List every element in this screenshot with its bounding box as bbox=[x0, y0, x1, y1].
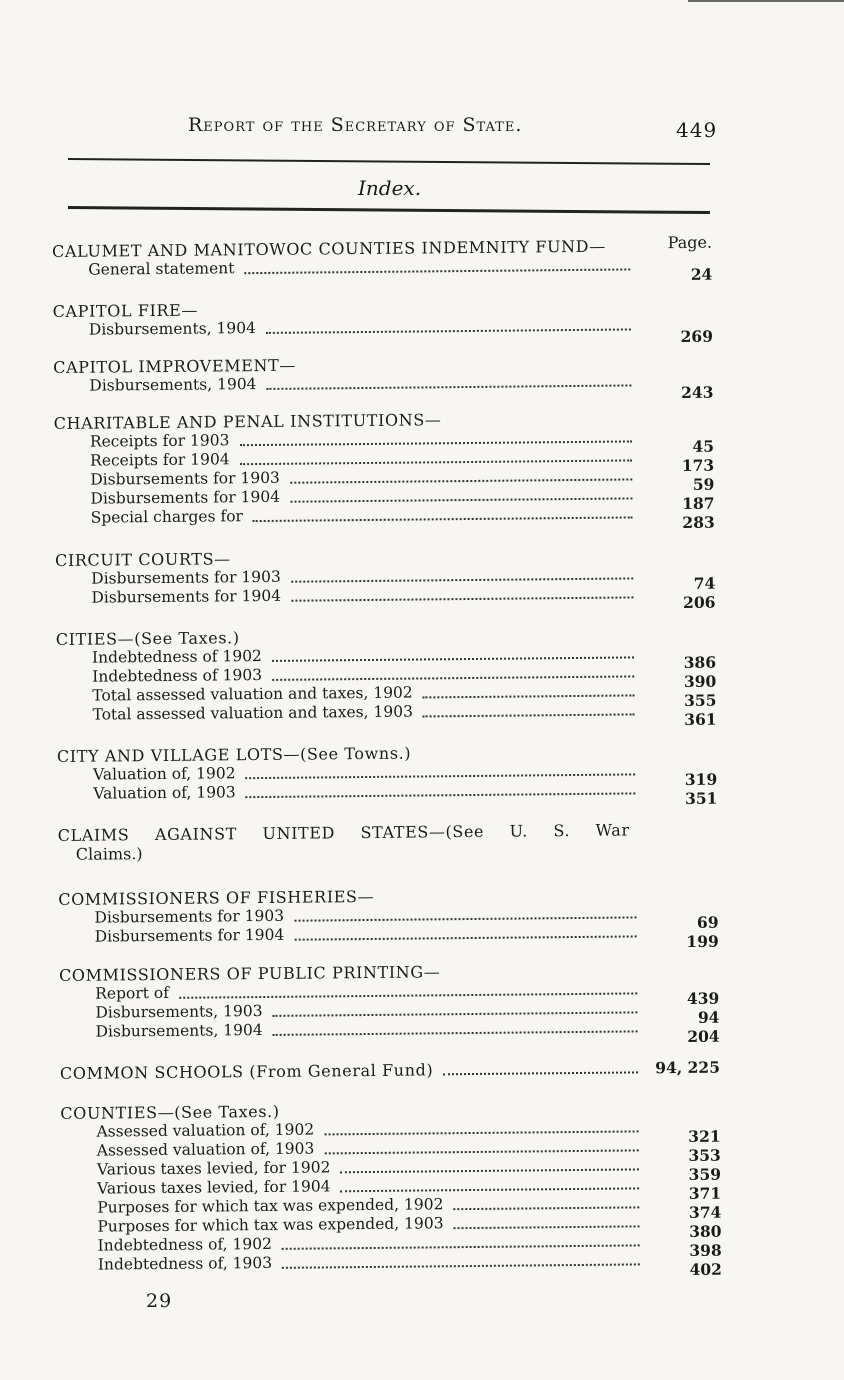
page-ref: 206 bbox=[683, 592, 716, 612]
entry-label: Disbursements, 1904 bbox=[95, 1021, 263, 1041]
heading-word: U. bbox=[509, 821, 528, 841]
signature-folio: 29 bbox=[146, 1290, 173, 1312]
page-ref: 319 bbox=[684, 769, 718, 789]
heading-continuation: Claims.) bbox=[75, 844, 143, 864]
index-title: Index. bbox=[358, 176, 422, 200]
entry-label: Indebtedness of 1902 bbox=[91, 647, 262, 667]
section-heading: CAPITOL FIRE— bbox=[52, 300, 199, 321]
section-heading: CITY AND VILLAGE LOTS—(See Towns.) bbox=[56, 743, 412, 766]
entry-label: Report of bbox=[95, 983, 170, 1003]
entry-label: Purposes for which tax was expended, 1903 bbox=[97, 1214, 444, 1236]
entry-label: Assessed valuation of, 1902 bbox=[96, 1120, 315, 1141]
dot-leader bbox=[423, 713, 635, 717]
index-section bbox=[54, 408, 715, 551]
index-section bbox=[55, 545, 716, 630]
dot-leader bbox=[246, 792, 636, 798]
dot-leader bbox=[253, 516, 633, 522]
dot-leader bbox=[324, 1130, 638, 1135]
index-section bbox=[60, 1098, 722, 1279]
entry-label: Various taxes levied, for 1904 bbox=[97, 1177, 331, 1198]
page-ref: 243 bbox=[681, 382, 714, 402]
entry-label: Various taxes levied, for 1902 bbox=[96, 1158, 331, 1179]
page-ref: 59 bbox=[692, 474, 715, 494]
dot-leader bbox=[240, 459, 632, 465]
entry-label: Valuation of, 1902 bbox=[93, 764, 236, 784]
page-ref: 269 bbox=[680, 326, 714, 346]
page-ref: 359 bbox=[688, 1164, 722, 1184]
dot-leader bbox=[453, 1206, 639, 1210]
section-heading: CIRCUIT COURTS— bbox=[54, 549, 231, 570]
dot-leader bbox=[294, 916, 636, 921]
dot-leader bbox=[341, 1187, 640, 1192]
entry-label: Receipts for 1904 bbox=[90, 450, 230, 470]
index-section bbox=[57, 741, 718, 826]
page-ref: 204 bbox=[687, 1026, 720, 1046]
dot-leader bbox=[272, 656, 634, 661]
corner-rule bbox=[688, 0, 844, 2]
dot-leader bbox=[239, 440, 631, 446]
page-ref: 94, 225 bbox=[655, 1057, 721, 1078]
entry-label: Assessed valuation of, 1903 bbox=[96, 1139, 315, 1160]
entry-label: Indebtedness of, 1902 bbox=[97, 1234, 272, 1255]
section-heading: CALUMET AND MANITOWOC COUNTIES INDEMNITY FUND— bbox=[52, 236, 606, 261]
page-ref: 321 bbox=[688, 1126, 721, 1146]
index-content bbox=[52, 232, 722, 1279]
dot-leader bbox=[267, 384, 632, 390]
dot-leader bbox=[282, 1263, 640, 1268]
page-ref: 439 bbox=[686, 988, 720, 1008]
page-ref: 353 bbox=[688, 1145, 721, 1165]
entry-label: Disbursements for 1903 bbox=[90, 468, 280, 489]
index-section bbox=[59, 960, 720, 1064]
page-ref: 374 bbox=[688, 1202, 722, 1222]
entry-label: Disbursements, 1904 bbox=[89, 375, 257, 395]
section-heading: CAPITOL IMPROVEMENT— bbox=[53, 355, 296, 377]
page-ref: 69 bbox=[696, 912, 719, 932]
page-ref: 24 bbox=[690, 264, 713, 284]
bottom-rule bbox=[68, 206, 710, 214]
entry-label: Disbursements for 1904 bbox=[90, 487, 281, 508]
entry-label: Disbursements for 1903 bbox=[94, 906, 285, 927]
heading-word: War bbox=[595, 820, 630, 840]
dot-leader bbox=[324, 1149, 638, 1154]
section-heading: CHARITABLE AND PENAL INSTITUTIONS— bbox=[53, 410, 442, 433]
index-section bbox=[60, 1058, 720, 1104]
index-section bbox=[53, 296, 714, 358]
running-head: Report of the Secretary of State. bbox=[188, 114, 523, 136]
page-ref: 386 bbox=[683, 652, 717, 672]
page-ref: 380 bbox=[689, 1221, 722, 1241]
page-ref: 173 bbox=[681, 455, 715, 475]
section-heading: COMMON SCHOOLS (From General Fund) bbox=[59, 1060, 434, 1083]
entry-label: Indebtedness of 1903 bbox=[92, 666, 263, 686]
dot-leader bbox=[443, 1071, 638, 1075]
index-section bbox=[58, 884, 719, 966]
section-heading: COMMISSIONERS OF FISHERIES— bbox=[58, 886, 375, 909]
dot-leader bbox=[290, 478, 632, 483]
page-ref: 74 bbox=[693, 573, 716, 593]
dot-leader bbox=[273, 1011, 638, 1017]
dot-leader bbox=[179, 992, 637, 998]
heading-word: CLAIMS bbox=[57, 825, 130, 845]
entry-label: Disbursements, 1904 bbox=[88, 319, 257, 339]
entry-label: Receipts for 1903 bbox=[89, 431, 230, 451]
page-ref: 351 bbox=[684, 788, 718, 808]
page-ref: 45 bbox=[692, 436, 715, 456]
page-ref: 402 bbox=[689, 1259, 722, 1279]
dot-leader bbox=[340, 1168, 639, 1173]
index-section bbox=[52, 236, 713, 302]
dot-leader bbox=[423, 694, 635, 698]
page-ref: 199 bbox=[686, 931, 719, 951]
dot-leader bbox=[272, 675, 634, 680]
section-heading: CITIES—(See Taxes.) bbox=[55, 628, 240, 649]
entry-label: Purposes for which tax was expended, 1902 bbox=[97, 1195, 444, 1217]
page-ref: 361 bbox=[684, 709, 717, 729]
heading-word: UNITED bbox=[262, 823, 336, 844]
dot-leader bbox=[290, 497, 632, 502]
entry-label: Total assessed valuation and taxes, 1903 bbox=[92, 702, 414, 724]
section-heading: COUNTIES—(See Taxes.) bbox=[60, 1101, 280, 1123]
heading-word: STATES—(See bbox=[360, 821, 485, 843]
entry-label: General statement bbox=[88, 259, 235, 279]
page-ref: 355 bbox=[683, 690, 717, 710]
page-ref: 94 bbox=[697, 1007, 720, 1027]
page-ref: 283 bbox=[682, 512, 715, 532]
entry-label: Disbursements, 1903 bbox=[95, 1002, 263, 1022]
heading-word: AGAINST bbox=[154, 824, 238, 845]
dot-leader bbox=[246, 773, 636, 779]
entry-label: Disbursements for 1904 bbox=[91, 586, 282, 607]
index-section bbox=[58, 820, 719, 890]
dot-leader bbox=[454, 1225, 640, 1229]
dot-leader bbox=[282, 1244, 640, 1249]
dot-leader bbox=[273, 1030, 638, 1036]
entry-label: Indebtedness of, 1903 bbox=[97, 1253, 273, 1274]
dot-leader bbox=[291, 596, 633, 601]
index-section bbox=[56, 624, 717, 747]
dot-leader bbox=[266, 328, 631, 334]
entry-label: Valuation of, 1903 bbox=[93, 783, 236, 803]
page-ref: 187 bbox=[682, 493, 715, 513]
page-column-label: Page. bbox=[667, 232, 713, 253]
page-ref: 390 bbox=[683, 671, 717, 691]
entry-label: Disbursements for 1903 bbox=[91, 567, 281, 588]
heading-word: S. bbox=[553, 821, 571, 841]
page-number: 449 bbox=[676, 118, 718, 142]
dot-leader bbox=[291, 577, 633, 582]
top-rule bbox=[68, 158, 710, 165]
page-ref: 398 bbox=[689, 1240, 722, 1260]
entry-label: Disbursements for 1904 bbox=[94, 925, 285, 946]
entry-label: Special charges for bbox=[90, 507, 243, 527]
section-heading: COMMISSIONERS OF PUBLIC PRINTING— bbox=[58, 962, 441, 985]
page-ref: 371 bbox=[688, 1183, 722, 1203]
entry-label: Total assessed valuation and taxes, 1902 bbox=[92, 683, 413, 705]
index-section bbox=[53, 352, 714, 414]
dot-leader bbox=[244, 268, 630, 274]
dot-leader bbox=[294, 935, 636, 940]
